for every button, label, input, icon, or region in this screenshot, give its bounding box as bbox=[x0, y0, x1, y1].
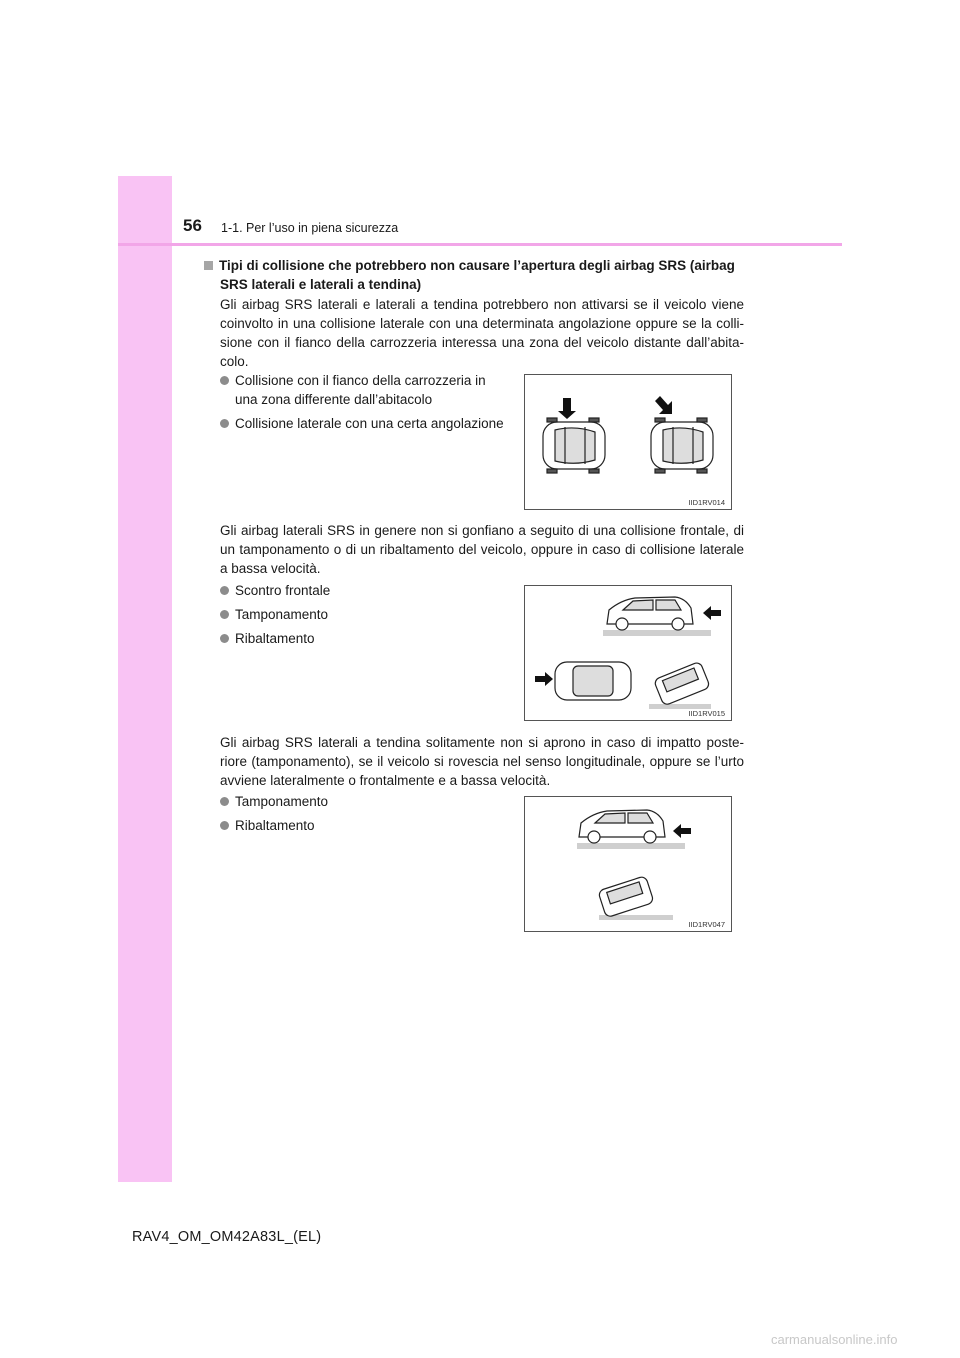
figure-code: IID1RV015 bbox=[688, 709, 725, 718]
list-item: Tamponamento bbox=[220, 792, 328, 811]
list-item: Scontro frontale bbox=[220, 581, 330, 600]
heading-line-2: SRS laterali e laterali a tendina) bbox=[220, 277, 422, 292]
square-bullet-icon bbox=[204, 261, 213, 270]
rear-rollover-illustration bbox=[525, 797, 731, 931]
circle-bullet-icon bbox=[220, 586, 229, 595]
list-item: Collisione laterale con una certa angolazione bbox=[220, 414, 504, 433]
circle-bullet-icon bbox=[220, 634, 229, 643]
list-item: Tamponamento bbox=[220, 605, 328, 624]
figure-rear-rollover bbox=[524, 796, 732, 932]
pink-sidebar bbox=[118, 176, 172, 1182]
figure-code: IID1RV014 bbox=[688, 498, 725, 507]
paragraph-3: Gli airbag SRS laterali a tendina solitamente non si aprono in caso di impatto poste-riore (tamponamento), se il veicolo si rovescia nel senso longitudinale, oppure se l’urto avviene lateralmente o frontalmente e a bassa velocità. bbox=[220, 735, 744, 788]
paragraph-2: Gli airbag laterali SRS in genere non si gonfiano a seguito di una collisione frontale, di un tamponamento o di un ribaltamento del veicolo, oppure in caso di collisione laterale a bassa velocità. bbox=[220, 523, 744, 576]
paragraph-1: Gli airbag SRS laterali e laterali a tendina potrebbero non attivarsi se il veicolo viene coinvolto in una collisione laterale con una determinata angolazione oppure se la colli-sione con il fianco della carrozzeria interessa una zona del veicolo distante dall’abita-colo. bbox=[220, 297, 744, 369]
list-item: Collisione con il fianco della carrozzeria in una zona differente dall’abitacolo bbox=[220, 371, 486, 409]
circle-bullet-icon bbox=[220, 797, 229, 806]
figure-code: IID1RV047 bbox=[688, 920, 725, 929]
section-heading bbox=[204, 256, 744, 294]
header-rule bbox=[118, 243, 842, 246]
heading-line-1: Tipi di collisione che potrebbero non causare l’apertura degli airbag SRS (airbag bbox=[219, 258, 735, 273]
circle-bullet-icon bbox=[220, 610, 229, 619]
list-item: Ribaltamento bbox=[220, 629, 315, 648]
circle-bullet-icon bbox=[220, 821, 229, 830]
document-code: RAV4_OM_OM42A83L_(EL) bbox=[132, 1229, 322, 1245]
section-title: 1-1. Per l’uso in piena sicurezza bbox=[221, 221, 399, 235]
figure-side-collision bbox=[524, 374, 732, 510]
side-collision-illustration bbox=[525, 375, 731, 509]
circle-bullet-icon bbox=[220, 419, 229, 428]
frontal-rear-rollover-illustration bbox=[525, 586, 731, 720]
page-number: 56 bbox=[183, 216, 202, 235]
list-item: Ribaltamento bbox=[220, 816, 315, 835]
circle-bullet-icon bbox=[220, 376, 229, 385]
figure-frontal-rear-rollover bbox=[524, 585, 732, 721]
watermark: carmanualsonline.info bbox=[771, 1332, 898, 1347]
